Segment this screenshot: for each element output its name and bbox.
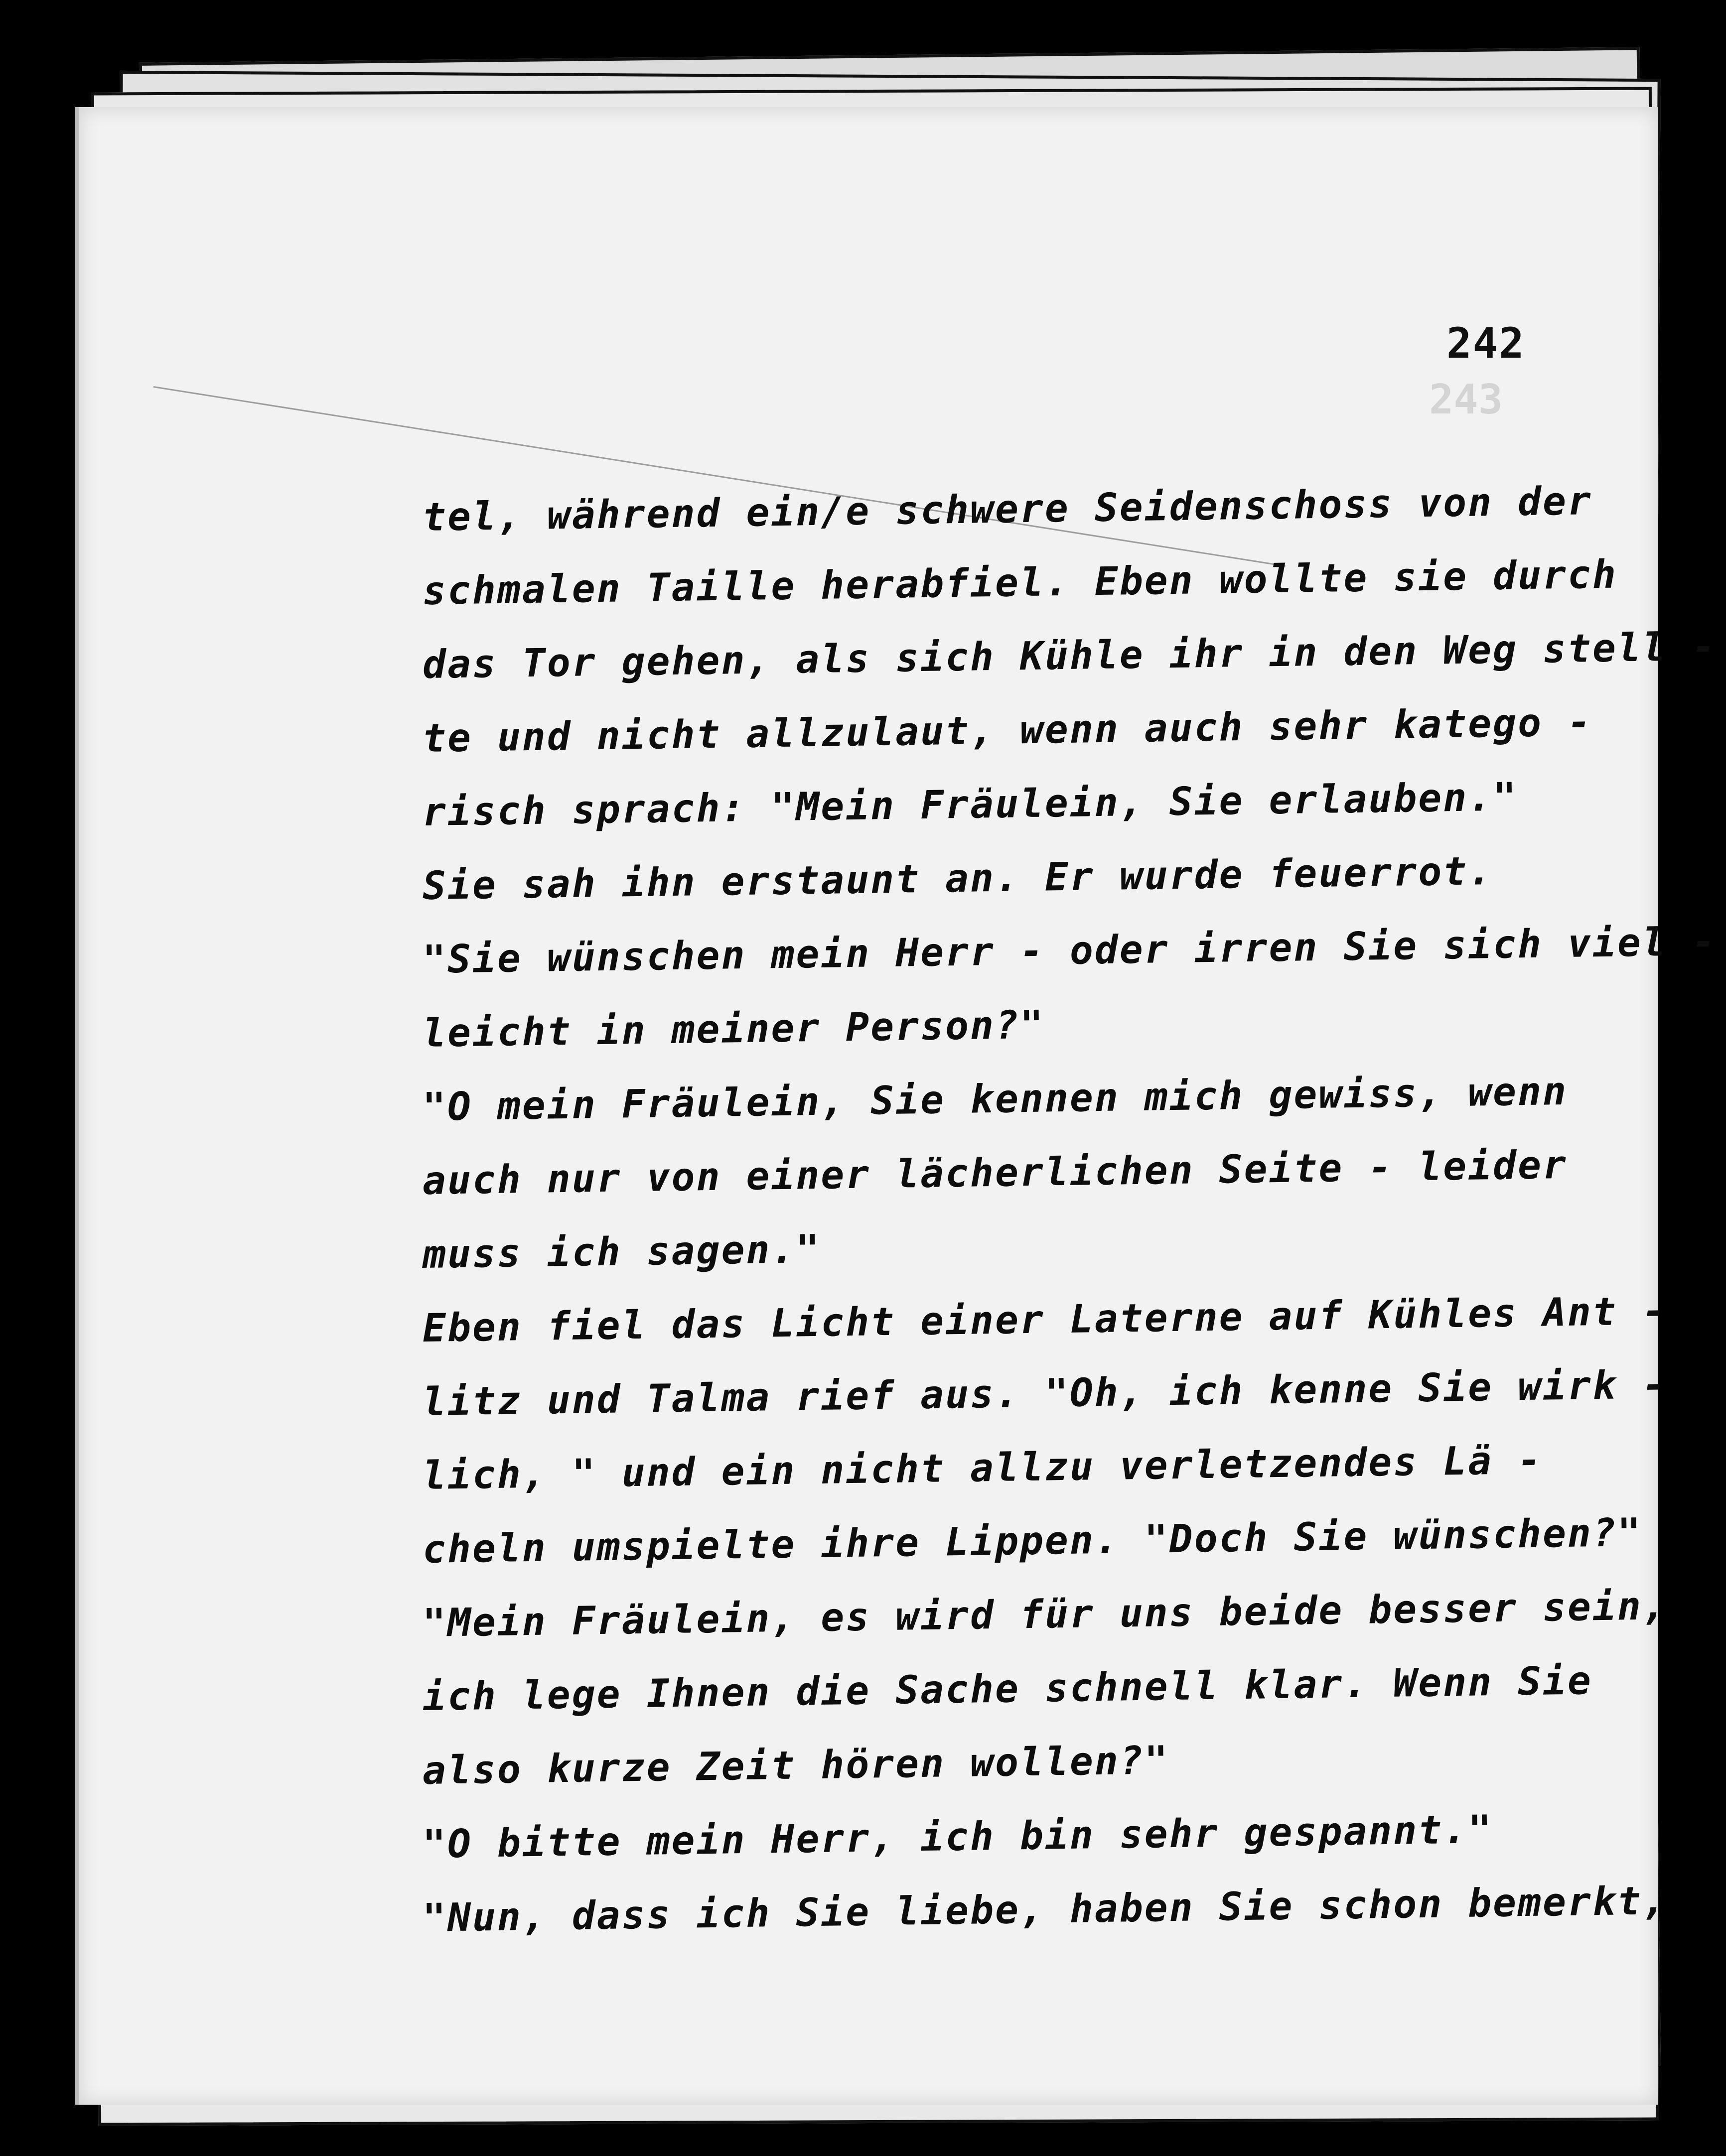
text-line: risch sprach: "Mein Fräulein, Sie erlauben." [422, 775, 1518, 835]
text-line: lich, " und ein nicht allzu verletzendes Lä - [422, 1438, 1543, 1498]
text-line: schmalen Taille herabfiel. Eben wollte sie durch [422, 552, 1618, 614]
text-line: auch nur von einer lächerlichen Seite - leider [422, 1142, 1568, 1204]
text-line: cheln umspielte ihre Lippen. "Doch Sie wünschen?" [422, 1510, 1643, 1572]
text-line: "O mein Fräulein, Sie kennen mich gewiss, wenn [422, 1069, 1568, 1130]
text-line: "Mein Fräulein, es wird für uns beide besser sein, [422, 1584, 1668, 1646]
page-number: 242 [1446, 319, 1525, 368]
bleed-through-page-number: 243 [1429, 376, 1503, 423]
text-line: litz und Talma rief aus. "Oh, ich kenne Sie wirk - [422, 1362, 1668, 1425]
text-line: te und nicht allzulaut, wenn auch sehr katego - [422, 700, 1593, 761]
text-line: das Tor gehen, als sich Kühle ihr in den Weg stell - [422, 624, 1718, 687]
text-line: leicht in meiner Person?" [422, 1002, 1045, 1056]
text-line: tel, während ein/e schwere Seidenschoss von der [422, 479, 1593, 540]
text-line: ich lege Ihnen die Sache schnell klar. Wenn Sie [422, 1658, 1593, 1720]
typed-text-block [422, 479, 1718, 1955]
text-line: "Nun, dass ich Sie liebe, haben Sie schon bemerkt, [422, 1879, 1668, 1941]
text-line: "Sie wünschen mein Herr - oder irren Sie sich viel - [422, 919, 1718, 982]
text-line: also kurze Zeit hören wollen?" [422, 1738, 1170, 1793]
text-line: Eben fiel das Licht einer Laterne auf Kühles Ant - [422, 1289, 1668, 1351]
document-page [75, 107, 1718, 2105]
text-line: "O bitte mein Herr, ich bin sehr gespannt." [422, 1807, 1493, 1867]
text-line: muss ich sagen." [422, 1226, 821, 1277]
text-line: Sie sah ihn erstaunt an. Er wurde feuerrot. [422, 849, 1493, 909]
